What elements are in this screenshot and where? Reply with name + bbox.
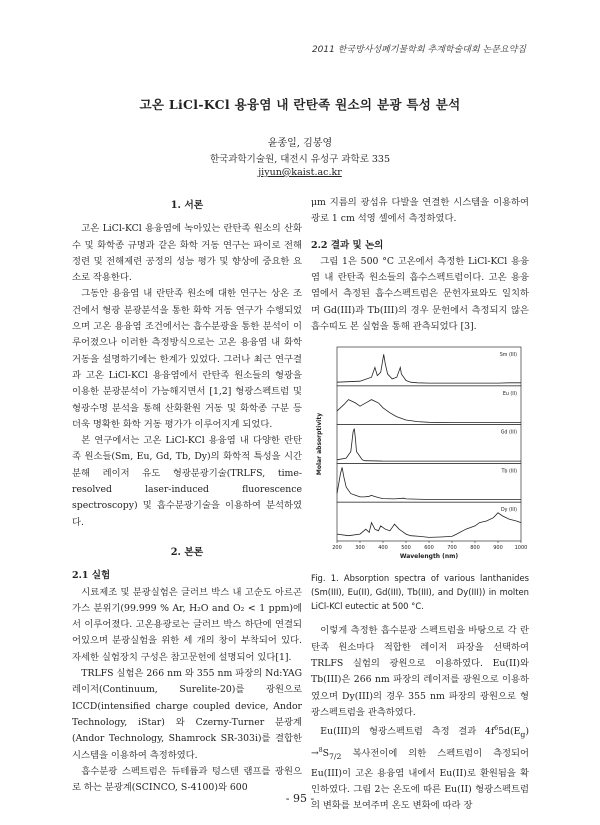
running-header: 2011 한국방사성폐기물학회 추계학술대회 논문요약집 bbox=[311, 45, 526, 55]
x-tick-label: 600 bbox=[424, 545, 434, 552]
author-email[interactable]: jiyun@kaist.ac.kr bbox=[258, 167, 342, 178]
series-label: Dy (III) bbox=[500, 508, 517, 514]
intro-paragraph-3: 본 연구에서는 고온 LiCl-KCl 용융염 내 다양한 란탄족 원소들(Sm, Eu, Gd, Tb, Dy)의 화학적 특성을 시간분해 레이저 유도 형광분광기술(TRLFS, time-resolved laser-induced fluorescence spectroscopy) 및 흡수분광기술을 이용하여 분석하였다. bbox=[72, 435, 302, 528]
x-tick-label: 700 bbox=[447, 545, 457, 552]
series-label: Eu (II) bbox=[502, 392, 517, 398]
panel-frame bbox=[337, 425, 521, 464]
experiment-paragraph-3-continued: μm 지름의 광섬유 다발을 연결한 시스템을 이용하여 광로 1 cm 석영 셀에서 측정하였다. bbox=[311, 197, 529, 225]
experiment-paragraph-3: 흡수분광 스펙트럼은 듀테륨과 텅스텐 램프를 광원으로 하는 분광계(SCINCO, S-4100)와 600 bbox=[72, 765, 302, 794]
right-column bbox=[311, 195, 529, 815]
series-line-dyiii bbox=[337, 513, 521, 538]
series-line-euii bbox=[337, 400, 521, 423]
paper-title: 고온 LiCl-KCl 용융염 내 란탄족 원소의 분광 특성 분석 bbox=[139, 97, 461, 112]
experiment-paragraph-1: 시료제조 및 분광실험은 글러브 박스 내 고순도 아르곤 가스 분위기(99.999 % Ar, H₂O and O₂ < 1 ppm)에서 이루어졌다. 고온용광로는 글러브 박스 하단에 연결되어있으며 분광실험을 위한 세 개의 창이 부착되어 있다. 자세한 실험장치 구성은 참고문헌에 설명되어 있다[1]. bbox=[72, 586, 302, 663]
section-heading-body: 2. 본론 bbox=[170, 546, 204, 558]
series-line-smiii bbox=[337, 355, 521, 384]
figure-1-caption: Fig. 1. Absorption spectra of various lanthanides (Sm(III), Eu(II), Gd(III), Tb(III), and Dy(III)) in molten LiCl-KCl eutectic at 500 °C. bbox=[311, 573, 529, 612]
results-paragraph-3: Eu(III)의 형광스펙트럼 측정 결과 $4f^65d(E_g) \to^8S_{7/2}$ 복사전이에 의한 스펙트럼이 측정되어 Eu(III)이 고온 용융염 내에서 Eu(II)로 환원됨을 확인하였다. 그림 2는 온도에 따른 Eu(II) 형광스펙트럼의 변화를 보여주며 온도 변화에 따라 장 bbox=[311, 725, 529, 812]
subsection-heading-experiment: 2.1 실험 bbox=[72, 570, 111, 582]
subsection-heading-results: 2.2 결과 및 논의 bbox=[311, 239, 384, 251]
series-label: Sm (III) bbox=[499, 353, 517, 359]
series-label: Tb (III) bbox=[501, 469, 517, 475]
x-tick-label: 200 bbox=[332, 545, 342, 552]
series-label: Gd (III) bbox=[500, 430, 517, 436]
x-axis-label: Wavelength (nm) bbox=[399, 553, 459, 561]
panel-frame bbox=[337, 386, 521, 425]
x-tick-label: 400 bbox=[378, 545, 388, 552]
series-line-gdiii bbox=[337, 429, 521, 462]
x-tick-label: 1000 bbox=[514, 545, 528, 552]
series-line-tbiii bbox=[337, 468, 521, 500]
x-tick-label: 900 bbox=[493, 545, 503, 552]
x-tick-label: 300 bbox=[355, 545, 365, 552]
absorption-spectra-chart bbox=[311, 343, 531, 565]
authors: 윤종일, 김봉영 bbox=[267, 138, 333, 149]
panel-frame bbox=[337, 503, 521, 542]
affiliation: 한국과학기술원, 대전시 유성구 과학로 335 bbox=[209, 154, 391, 165]
results-paragraph-2: 이렇게 측정한 흡수분광 스펙트럼을 바탕으로 각 란탄족 원소마다 적합한 레이저 파장을 선택하여 TRLFS 실험의 광원으로 이용하였다. Eu(II)와 Tb(III)은 266 nm 파장의 레이저를 광원으로 이용하였으며 Dy(III)의 경우 355 nm 파장의 광원으로 형광스펙트럼을 관측하였다. bbox=[311, 625, 529, 718]
results-paragraph-1: 그림 1은 500 °C 고온에서 측정한 LiCl-KCl 용융염 내 란탄족 원소들의 흡수스펙트럼이다. 고온 용융염에서 측정된 흡수스펙트럼은 문헌자료와도 일치하며 Gd(III)과 Tb(III)의 경우 문헌에서 측정되지 않은 흡수띠도 본 실험을 통해 관측되었다 [3]. bbox=[311, 255, 529, 333]
page-number: - 95 - bbox=[285, 792, 315, 805]
section-heading-intro: 1. 서론 bbox=[170, 200, 204, 211]
left-column bbox=[72, 198, 302, 796]
intro-paragraph-2: 그동안 용융염 내 란탄족 원소에 대한 연구는 상온 조건에서 형광 분광분석을 통한 화학 거동 연구가 수행되었으며 고온 용융염 조건에서는 흡수분광을 통한 분석이 이루어졌으나 이러한 측정방식으로는 고온 용융염 내 화학 거동을 설명하기에는 한계가 있었다. 그러나 최근 연구결과 고온 LiCl-KCl 용융염에서 란탄족 원소들의 형광을 이용한 분광분석이 가능해지면서 [1,2] 형광스펙트럼 및 형광수명 분석을 통해 산화환원 거동 및 화학종 구분 등 더욱 명확한 화학 거동 평가가 이루어지게 되었다. bbox=[72, 288, 302, 430]
panel-frame bbox=[337, 464, 521, 503]
figure-1 bbox=[311, 343, 531, 565]
x-tick-label: 500 bbox=[401, 545, 411, 552]
x-tick-label: 800 bbox=[470, 545, 480, 552]
y-axis-label: Molar absorptivity bbox=[316, 413, 323, 476]
experiment-paragraph-2: TRLFS 실험은 266 nm 와 355 nm 파장의 Nd:YAG 레이저(Continuum, Surelite-20)를 광원으로 ICCD(intensified charge coupled device, Andor Technology, iStar) 와 Czerny-Turner 분광계(Andor Technology, Shamrock SR-303i)를 결합한 시스템을 이용하여 측정하였다. bbox=[72, 668, 302, 761]
intro-paragraph-1: 고온 LiCl-KCl 용융염에 녹아있는 란탄족 원소의 산화수 및 화학종 규명과 같은 화학 거동 연구는 파이로 전해정련 및 전해제련 공정의 성능 평가 및 향상에 중요한 요소로 작용한다. bbox=[72, 223, 302, 284]
